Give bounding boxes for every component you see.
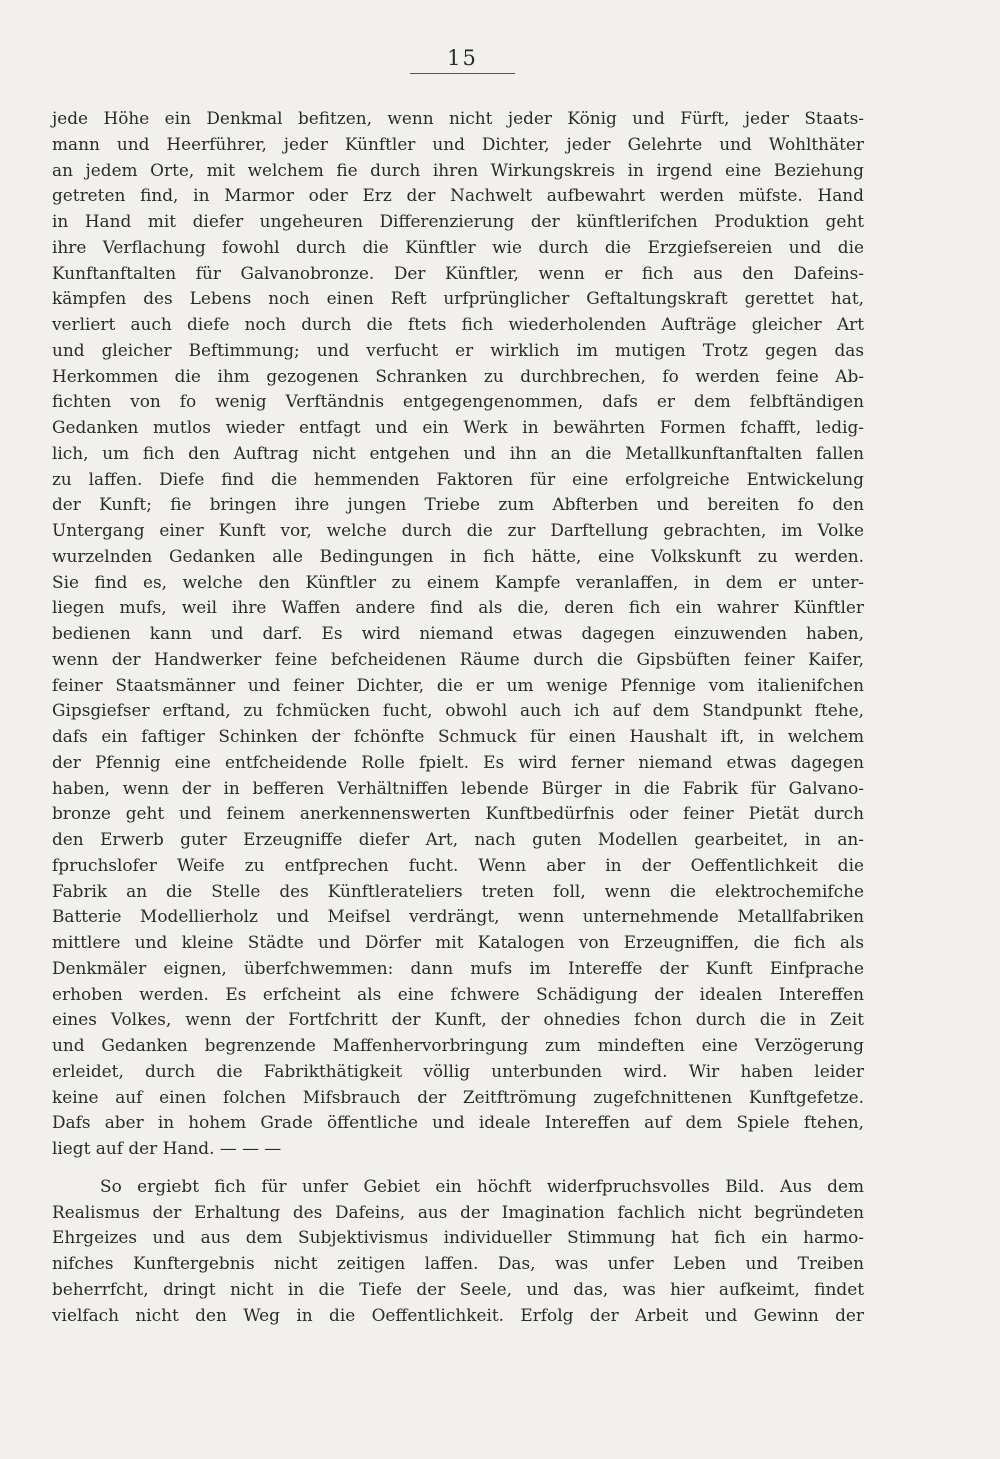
text-line: der Pfennig eine entfcheidende Rolle fpielt. Es wird ferner niemand etwas dagegen <box>52 751 864 772</box>
text-line: Ehrgeizes und aus dem Subjektivismus individueller Stimmung hat fich ein harmo- <box>52 1227 864 1248</box>
text-line: Dafs aber in hohem Grade öffentliche und ideale Intereffen auf dem Spiele ftehen, <box>52 1112 864 1133</box>
text-line: Realismus der Erhaltung des Dafeins, aus der Imagination fachlich nicht begründeten <box>52 1201 864 1222</box>
text-line: feiner Staatsmänner und feiner Dichter, die er um wenige Pfennige vom italienifchen <box>52 674 864 695</box>
text-line: keine auf einen folchen Mifsbrauch der Zeitftrömung zugefchnittenen Kunftgefetze. <box>52 1086 864 1107</box>
text-line: erhoben werden. Es erfcheint als eine fchwere Schädigung der idealen Intereffen <box>52 983 864 1004</box>
text-line: beherrfcht, dringt nicht in die Tiefe der Seele, und das, was hier aufkeimt, findet <box>52 1278 864 1299</box>
text-line: und gleicher Beftimmung; und verfucht er wirklich im mutigen Trotz gegen das <box>52 339 864 360</box>
text-line: kämpfen des Lebens noch einen Reft urfprünglicher Geftaltungskraft gerettet hat, <box>52 288 864 309</box>
text-line: fichten von fo wenig Verftändnis entgegengenommen, dafs er dem felbftändigen <box>52 391 864 412</box>
text-line: ihre Verflachung fowohl durch die Künftler wie durch die Erzgiefsereien und die <box>52 236 864 257</box>
text-line: verliert auch diefe noch durch die ftets fich wiederholenden Aufträge gleicher Art <box>52 314 864 334</box>
text-line: Fabrik an die Stelle des Künftlerateliers treten foll, wenn die elektrochemifche <box>52 880 864 901</box>
text-line: zu laffen. Diefe find die hemmenden Faktoren für eine erfolgreiche Entwickelung <box>52 468 864 489</box>
text-line: mittlere und kleine Städte und Dörfer mit Katalogen von Erzeugniffen, die fich als <box>52 932 864 952</box>
body-text <box>52 106 864 1328</box>
text-line: und Gedanken begrenzende Maffenhervorbringung zum mindeften eine Verzögerung <box>52 1035 864 1055</box>
text-line: wurzelnden Gedanken alle Bedingungen in fich hätte, eine Volkskunft zu werden. <box>52 545 864 566</box>
text-line: erleidet, durch die Fabrikthätigkeit völlig unterbunden wird. Wir haben leider <box>52 1060 864 1081</box>
text-line: Gedanken mutlos wieder entfagt und ein Werk in bewährten Formen fchafft, ledig- <box>52 417 864 437</box>
text-line: Gipsgiefser erftand, zu fchmücken fucht, obwohl auch ich auf dem Standpunkt ftehe, <box>52 700 864 721</box>
text-line: Denkmäler eignen, überfchwemmen: dann mufs im Intereffe der Kunft Einfprache <box>52 957 864 978</box>
text-line: lich, um fich den Auftrag nicht entgehen und ihn an die Metallkunftanftalten fallen <box>52 442 864 463</box>
text-line: an jedem Orte, mit welchem fie durch ihren Wirkungskreis in irgend eine Beziehung <box>52 159 864 180</box>
text-line: Batterie Modellierholz und Meifsel verdrängt, wenn unternehmende Metallfabriken <box>52 906 864 927</box>
text-line: mann und Heerführer, jeder Künftler und Dichter, jeder Gelehrte und Wohlthäter <box>52 133 864 154</box>
text-line: wenn der Handwerker feine befcheidenen Räume durch die Gipsbüften feiner Kaifer, <box>52 648 864 669</box>
text-line: So ergiebt fich für unfer Gebiet ein höchft widerfpruchsvolles Bild. Aus dem <box>100 1175 864 1196</box>
text-line: dafs ein faftiger Schinken der fchönfte Schmuck für einen Haushalt ift, in welchem <box>52 726 864 746</box>
text-line: in Hand mit diefer ungeheuren Differenzierung der künftlerifchen Produktion geht <box>52 211 864 231</box>
text-line: Untergang einer Kunft vor, welche durch die zur Darftellung gebrachten, im Volke <box>52 520 864 540</box>
text-line: Kunftanftalten für Galvanobronze. Der Künftler, wenn er fich aus den Dafeins- <box>52 262 864 283</box>
page-number: 15 <box>410 46 515 74</box>
text-line: Herkommen die ihm gezogenen Schranken zu durchbrechen, fo werden feine Ab- <box>52 365 864 386</box>
text-line: den Erwerb guter Erzeugniffe diefer Art, nach guten Modellen gearbeitet, in an- <box>52 829 864 849</box>
text-line: liegt auf der Hand. — — — <box>52 1138 282 1158</box>
text-line: bronze geht und feinem anerkennenswerten Kunftbedürfnis oder feiner Pietät durch <box>52 803 864 824</box>
text-line: getreten find, in Marmor oder Erz der Nachwelt aufbewahrt werden müfste. Hand <box>52 185 864 206</box>
text-line: nifches Kunftergebnis nicht zeitigen laffen. Das, was unfer Leben und Treiben <box>52 1253 864 1273</box>
paragraph <box>52 106 864 1162</box>
text-line: vielfach nicht den Weg in die Oeffentlichkeit. Erfolg der Arbeit und Gewinn der <box>52 1304 864 1325</box>
text-line: der Kunft; fie bringen ihre jungen Triebe zum Abfterben und bereiten fo den <box>52 494 864 515</box>
paragraph <box>52 1174 864 1329</box>
paragraph-gap <box>52 1162 864 1174</box>
text-line: eines Volkes, wenn der Fortfchritt der Kunft, der ohnedies fchon durch die in Zeit <box>52 1009 864 1030</box>
text-line: jede Höhe ein Denkmal befitzen, wenn nicht jeder König und Fürft, jeder Staats- <box>52 108 864 128</box>
text-line: haben, wenn der in befferen Verhältniffen lebende Bürger in die Fabrik für Galvano- <box>52 777 864 798</box>
text-line: Sie find es, welche den Künftler zu einem Kampfe veranlaffen, in dem er unter- <box>52 571 864 592</box>
text-line: liegen mufs, weil ihre Waffen andere find als die, deren fich ein wahrer Künftler <box>52 597 864 618</box>
text-line: bedienen kann und darf. Es wird niemand etwas dagegen einzuwenden haben, <box>52 623 864 643</box>
text-line: fpruchslofer Weife zu entfprechen fucht. Wenn aber in der Oeffentlichkeit die <box>52 854 864 875</box>
